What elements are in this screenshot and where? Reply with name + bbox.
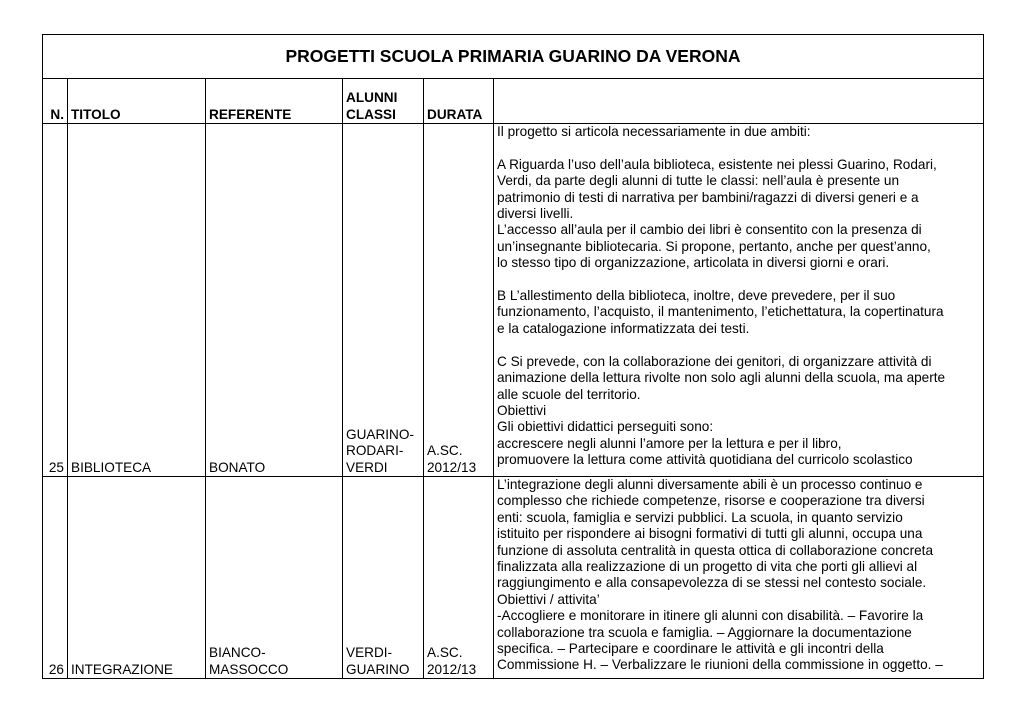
row-titolo: BIBLIOTECA [68,124,206,477]
row-classi: VERDI- GUARINO [343,477,424,679]
row-classi: GUARINO- RODARI- VERDI [343,124,424,477]
row-descrizione: L’integrazione degli alunni diversamente abili è un processo continuo e complesso che richiede competenze, risorse e cooperazione tra diversi enti: scuola, famiglia e servizi pubblici. La scuola, in quanto servizio istituito per rispondere ai bisogni formativi di tutti gli alunni, occupa una funzione di assoluta centralità in questa ottica di collaborazione concreta finalizzata alla realizzazione di un progetto di vita che porti gli allievi al raggiungimento e alla consapevolezza di se stessi nel contesto sociale. Obiettivi / attivita’ -Accogliere e monitorare in itinere gli alunni con disabilità. – Favorire la collaborazione tra scuola e famiglia. – Aggiornare la documentazione specifica. – Partecipare e coordinare le attività e gli incontri della Commissione H. – Verbalizzare le riunioni della commissione in oggetto. – [494,477,984,679]
row-titolo: INTEGRAZIONE [68,477,206,679]
row-referente: BONATO [206,124,343,477]
row-durata: A.SC. 2012/13 [424,124,494,477]
header-descrizione [494,79,984,124]
row-number: 26 [43,477,68,679]
header-row [43,79,984,124]
projects-table [42,34,984,679]
row-referente: BIANCO- MASSOCCO [206,477,343,679]
header-referente: REFERENTE [206,79,343,124]
header-n: N. [43,79,68,124]
table-row [43,477,984,679]
page-title: PROGETTI SCUOLA PRIMARIA GUARINO DA VERONA [43,35,984,79]
table-row [43,124,984,477]
header-alunni-classi [343,79,424,124]
row-durata: A.SC. 2012/13 [424,477,494,679]
header-titolo: TITOLO [68,79,206,124]
header-classi: CLASSI [346,106,396,122]
header-durata: DURATA [424,79,494,124]
row-number: 25 [43,124,68,477]
row-descrizione: Il progetto si articola necessariamente in due ambiti: A Riguarda l’uso dell’aula biblioteca, esistente nei plessi Guarino, Rodari, Verdi, da parte degli alunni di tutte le classi: nell’aula è presente un patrimonio di testi di narrativa per bambini/ragazzi di diversi generi e a diversi livelli. L’accesso all’aula per il cambio dei libri è consentito con la presenza di un’insegnante bibliotecaria. Si propone, pertanto, anche per quest’anno, lo stesso tipo di organizzazione, articolata in diversi giorni e orari. B L’allestimento della biblioteca, inoltre, deve prevedere, per il suo funzionamento, l’acquisto, il mantenimento, l’etichettatura, la copertinatura e la catalogazione informatizzata dei testi. C Si prevede, con la collaborazione dei genitori, di organizzare attività di animazione della lettura rivolte non solo agli alunni della scuola, ma aperte alle scuole del territorio. Obiettivi Gli obiettivi didattici perseguiti sono: accrescere negli alunni l’amore per la lettura e per il libro, promuovere la lettura come attività quotidiana del curricolo scolastico [494,124,984,477]
header-alunni: ALUNNI [346,90,398,106]
